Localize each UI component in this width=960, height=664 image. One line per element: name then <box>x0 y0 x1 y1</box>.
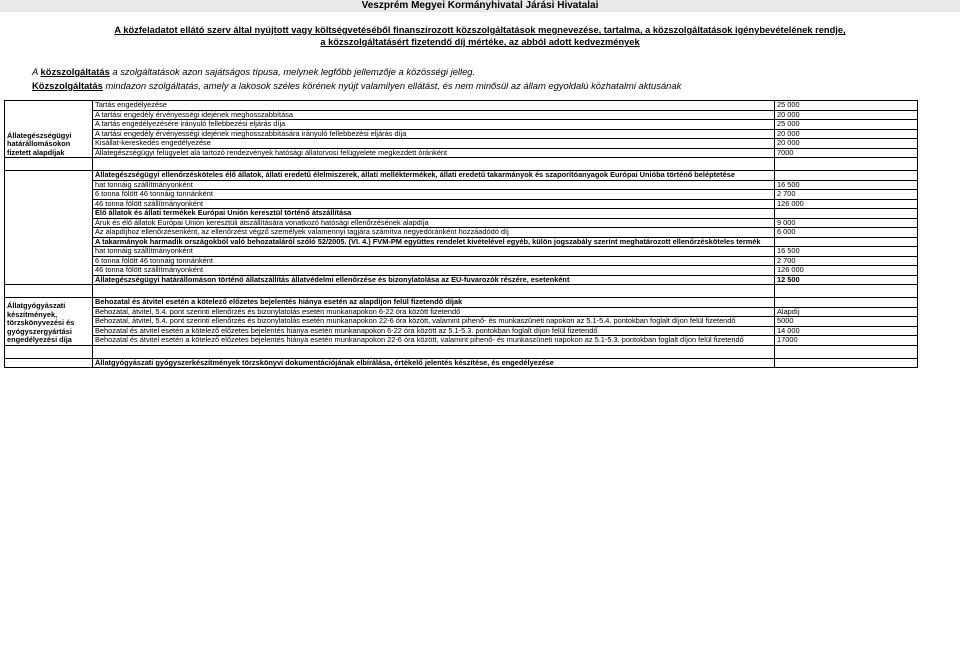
fee-amount <box>775 171 918 181</box>
fee-amount <box>775 298 918 308</box>
fee-amount: 20 000 <box>775 139 918 149</box>
fee-description: Állategészségügyi felügyelet alá tartozó rendezvények hatósági állatorvosi felügyelete megkezdett óránként <box>93 148 775 158</box>
fee-description: Az alapdíjhoz ellenőrzésenként, az ellenőrzést végző személyek valamennyi tagjára számítva negyedóránként hozzáadódó díj <box>93 228 775 238</box>
fee-description: A tartási engedély érvényességi idejének meghosszabbítása <box>93 110 775 120</box>
fee-description: A takarmányok harmadik országokból való behozataláról szóló 52/2005. (VI. 4.) FVM-PM együttes rendelet kivételével egyéb, külön jogszabály szerint meghatározott ellenőrzésköteles termék <box>93 237 775 247</box>
fee-amount: 126 000 <box>775 199 918 209</box>
fee-amount: 20 000 <box>775 129 918 139</box>
table-row <box>5 148 918 158</box>
fee-amount: 6 000 <box>775 228 918 238</box>
table-row <box>5 275 918 285</box>
fee-amount: 25 000 <box>775 120 918 130</box>
fee-description: A tartási engedély érvényességi idejének meghosszabbítására irányuló fellebbezési eljárás díja <box>93 129 775 139</box>
page-title: Veszprém Megyei Kormányhivatal Járási Hivatalai <box>361 0 599 11</box>
fee-amount: 16 500 <box>775 180 918 190</box>
fee-description: hat tonnáig szállítmányonként <box>93 180 775 190</box>
fee-amount: 25 000 <box>775 101 918 111</box>
spacer-cell <box>93 158 775 171</box>
table-row <box>5 298 918 308</box>
category-cell: Állatgyógyászati készítmények, törzskönyvezési és gyógyszergyártási engedélyezési díja <box>5 298 93 346</box>
spacer-cell <box>775 345 918 358</box>
table-row <box>5 358 918 368</box>
fee-amount: 16 500 <box>775 247 918 257</box>
fee-amount: 17000 <box>775 336 918 346</box>
fee-description: Áruk és élő állatok Európai Unión keresztüli átszállítására vonatkozó hatósági ellenőrzésének alapdíja <box>93 218 775 228</box>
category-cell <box>5 358 93 368</box>
fee-amount: 2 700 <box>775 190 918 200</box>
section-spacer <box>5 158 918 171</box>
fee-description: 6 tonna fölött 46 tonnáig tonnánként <box>93 190 775 200</box>
fee-description: Tartás engedélyezése <box>93 101 775 111</box>
table-row <box>5 266 918 276</box>
fee-description: Behozatal, átvitel, 5.4. pont szerinti ellenőrzés és bizonylatolás esetén munkanapokon 22-6 óra között, valamint pihenő- és munkaszüneti napokon az 5.1-5.4. pontokban foglalt díjon felül fizetendő <box>93 317 775 327</box>
fee-description: Élő állatok és állati termékek Európai Unión keresztül történő átszállítása <box>93 209 775 219</box>
category-cell: Állategészségügyi határállomásokon fizetett alapdíjak <box>5 101 93 158</box>
table-row <box>5 120 918 130</box>
spacer-cell <box>5 345 93 358</box>
fee-amount: 126 000 <box>775 266 918 276</box>
spacer-cell <box>5 158 93 171</box>
fee-amount: 12 500 <box>775 275 918 285</box>
fee-amount: 7000 <box>775 148 918 158</box>
table-row <box>5 171 918 181</box>
fee-description: Behozatal és átvitel esetén a kötelező előzetes bejelentés hiánya esetén munkanapokon 6-22 óra között az 5.1-5.3. pontokban foglalt díjon felül fizetendő <box>93 326 775 336</box>
table-row <box>5 101 918 111</box>
section-spacer <box>5 285 918 298</box>
fee-amount <box>775 209 918 219</box>
fee-description: Behozatal és átvitel esetén a kötelező előzetes bejelentés hiánya esetén munkanapokon 22-6 óra között, valamint pihenő- és munkaszüneti napokon az 5.1-5.3. pontokban foglalt díjon felül fizetendő <box>93 336 775 346</box>
spacer-cell <box>93 345 775 358</box>
table-row <box>5 228 918 238</box>
fee-amount: 14 000 <box>775 326 918 336</box>
fee-description: Kisállat-kereskedés engedélyezése <box>93 139 775 149</box>
table-row <box>5 139 918 149</box>
table-row <box>5 336 918 346</box>
spacer-cell <box>5 285 93 298</box>
fee-description: Állategészségügyi határállomáson történő állatszállítás állatvédelmi ellenőrzése és bizonylatolása az EU-fuvarozók részére, esetenként <box>93 275 775 285</box>
fee-amount: Alapdíj <box>775 307 918 317</box>
intro-line-2: a közszolgáltatásért fizetendő díj mértéke, az abból adott kedvezmények <box>320 37 640 47</box>
fee-amount: 5000 <box>775 317 918 327</box>
table-row <box>5 209 918 219</box>
fee-table <box>4 100 918 368</box>
fee-description: A tartás engedélyezésére irányuló fellebbezési eljárás díja <box>93 120 775 130</box>
definition-2: Közszolgáltatás mindazon szolgáltatás, amely a lakosok széles körének nyújt valamilyen ellátást, és nem minősül az állam egyoldalú közhatalmi aktusának <box>32 80 682 91</box>
category-cell <box>5 171 93 285</box>
section-spacer <box>5 345 918 358</box>
definition-1: A közszolgáltatás a szolgáltatások azon sajátságos típusa, melynek legfőbb jellemzője a közösségi jelleg. <box>32 66 476 77</box>
fee-amount: 2 700 <box>775 256 918 266</box>
fee-description: Behozatal és átvitel esetén a kötelező előzetes bejelentés hiánya esetén az alapdíjon felül fizetendő díjak <box>93 298 775 308</box>
fee-description: 46 tonna fölött szállítmányonként <box>93 199 775 209</box>
fee-amount: 20 000 <box>775 110 918 120</box>
intro-line-1: A közfeladatot ellátó szerv által nyújtott vagy költségvetéséből finanszírozott közszolgáltatások megnevezése, tartalma, a közszolgáltatások igénybevételének rendje, <box>114 25 846 35</box>
fee-amount <box>775 358 918 368</box>
table-row <box>5 190 918 200</box>
fee-description: hat tonnáig szállítmányonként <box>93 247 775 257</box>
fee-description: 46 tonna fölött szállítmányonként <box>93 266 775 276</box>
fee-description: Állatgyógyászati gyógyszerkészítmények törzskönyvi dokumentációjának elbírálása, értékelő jelentés készítése, és engedélyezése <box>93 358 775 368</box>
table-row <box>5 317 918 327</box>
spacer-cell <box>775 158 918 171</box>
spacer-cell <box>775 285 918 298</box>
fee-description: Behozatal, átvitel, 5.4. pont szerinti ellenőrzés és bizonylatolás esetén munkanapokon 6-22 óra között fizetendő <box>93 307 775 317</box>
fee-description: Állategészségügyi ellenőrzésköteles élő állatok, állati eredetű élelmiszerek, állati melléktermékek, állati eredetű takarmányok és szaporítóanyagok Európai Unióba történő beléptetése <box>93 171 775 181</box>
fee-description: 6 tonna fölött 46 tonnáig tonnánként <box>93 256 775 266</box>
spacer-cell <box>93 285 775 298</box>
fee-amount: 9 000 <box>775 218 918 228</box>
table-row <box>5 247 918 257</box>
